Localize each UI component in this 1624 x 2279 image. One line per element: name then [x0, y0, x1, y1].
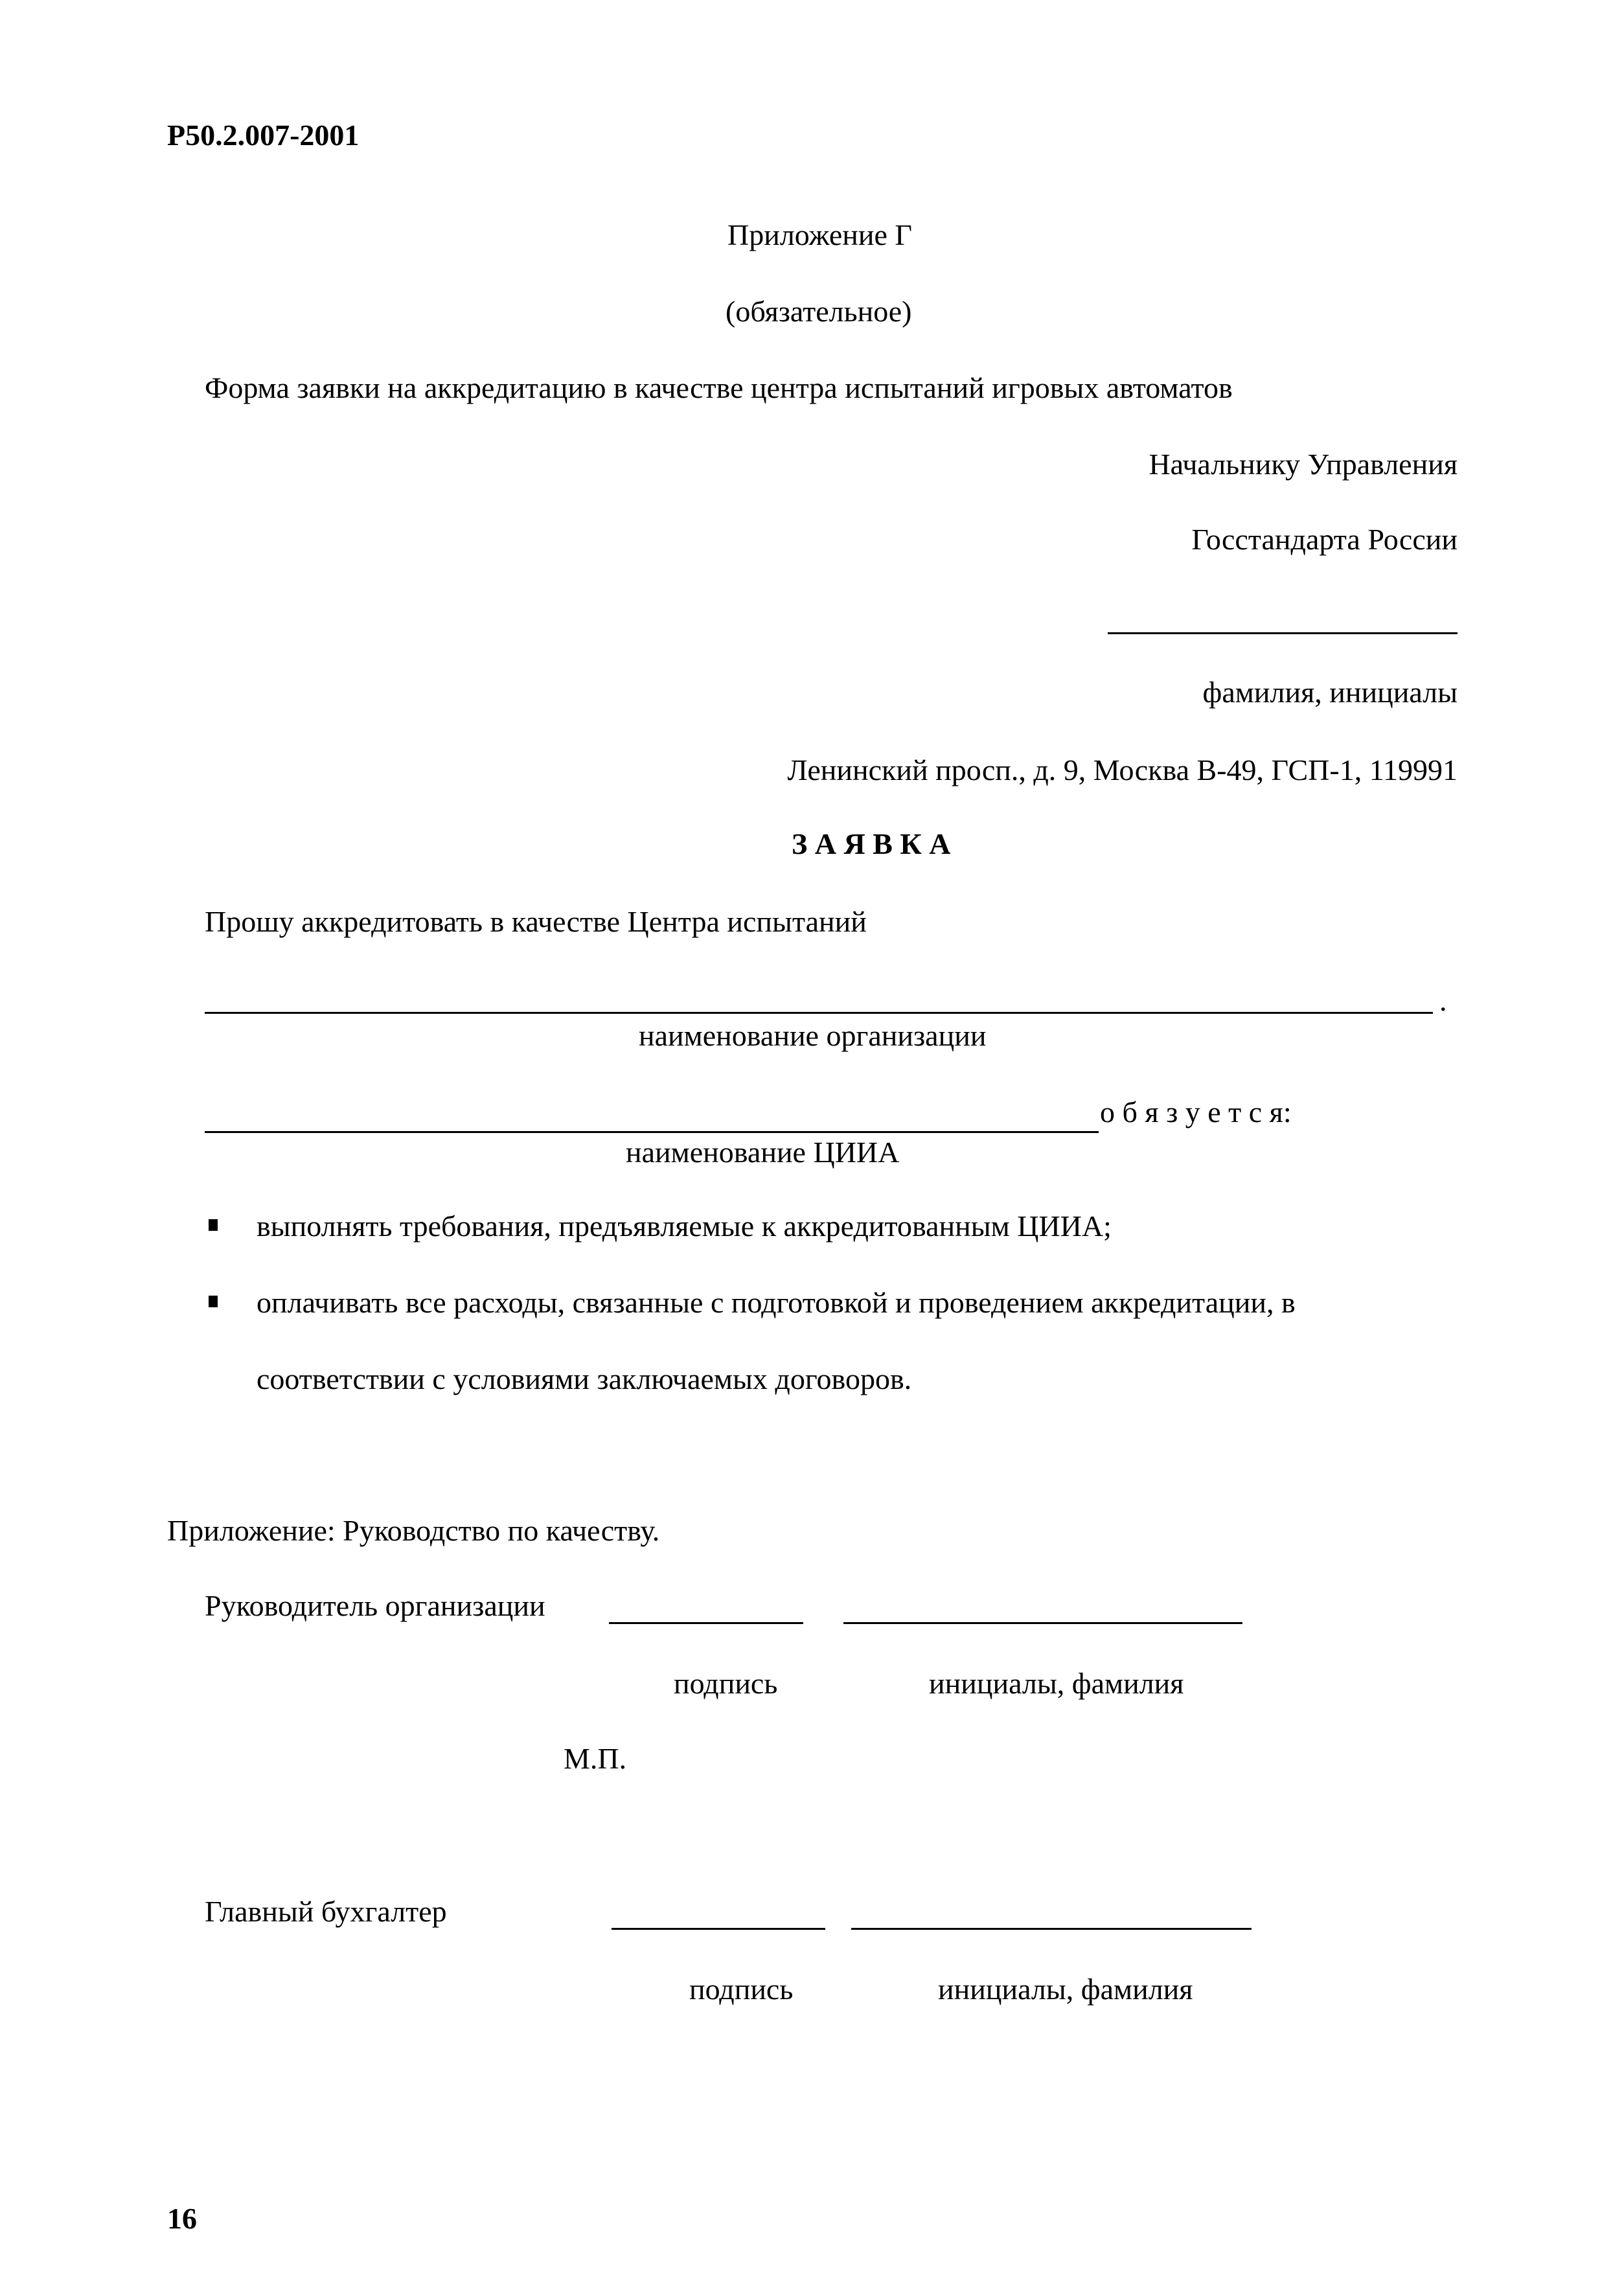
- appendix-title: Приложение Г: [727, 218, 912, 251]
- list-bullet: [209, 1219, 218, 1231]
- addressee-name-caption: фамилия, инициалы: [1202, 676, 1458, 709]
- appendix-status: (обязательное): [726, 295, 912, 328]
- list-item-continuation: соответствии с условиями заключаемых договоров.: [257, 1362, 912, 1395]
- seal-mark: М.П.: [564, 1742, 627, 1775]
- accountant-signature-caption: подпись: [689, 1973, 794, 2006]
- accountant-name-caption: инициалы, фамилия: [938, 1973, 1193, 2006]
- attachment-note: Приложение: Руководство по качеству.: [167, 1514, 660, 1547]
- list-bullet: [209, 1296, 218, 1307]
- addressee-line-2: Госстандарта России: [1191, 523, 1458, 556]
- application-heading: З А Я В К А: [792, 827, 951, 860]
- accountant-signature-field[interactable]: [612, 1928, 825, 1930]
- organization-name-field[interactable]: [205, 1012, 1433, 1014]
- organization-trailing-period: .: [1439, 984, 1447, 1017]
- list-item: выполнять требования, предъявляемые к аккредитованным ЦИИА;: [257, 1209, 1112, 1243]
- head-of-organization-label: Руководитель организации: [205, 1589, 545, 1622]
- test-center-name-caption: наименование ЦИИА: [626, 1136, 900, 1169]
- commits-text: о б я з у е т с я:: [1100, 1095, 1292, 1128]
- organization-name-caption: наименование организации: [639, 1019, 987, 1052]
- document-code: Р50.2.007-2001: [167, 119, 360, 152]
- head-signature-field[interactable]: [609, 1622, 803, 1624]
- page-number: 16: [167, 2202, 197, 2235]
- head-name-field[interactable]: [843, 1622, 1242, 1624]
- chief-accountant-label: Главный бухгалтер: [205, 1895, 447, 1928]
- addressee-address: Ленинский просп., д. 9, Москва В-49, ГСП-1, 119991: [787, 753, 1458, 786]
- request-text: Прошу аккредитовать в качестве Центра испытаний: [205, 905, 867, 938]
- list-item: оплачивать все расходы, связанные с подготовкой и проведением аккредитации, в: [257, 1286, 1296, 1319]
- head-signature-caption: подпись: [674, 1667, 778, 1700]
- addressee-name-field[interactable]: [1108, 632, 1458, 634]
- head-name-caption: инициалы, фамилия: [929, 1667, 1184, 1700]
- test-center-name-field[interactable]: [205, 1131, 1099, 1133]
- addressee-line-1: Начальнику Управления: [1149, 448, 1458, 481]
- accountant-name-field[interactable]: [851, 1928, 1252, 1930]
- form-title: Форма заявки на аккредитацию в качестве центра испытаний игровых автоматов: [205, 371, 1233, 404]
